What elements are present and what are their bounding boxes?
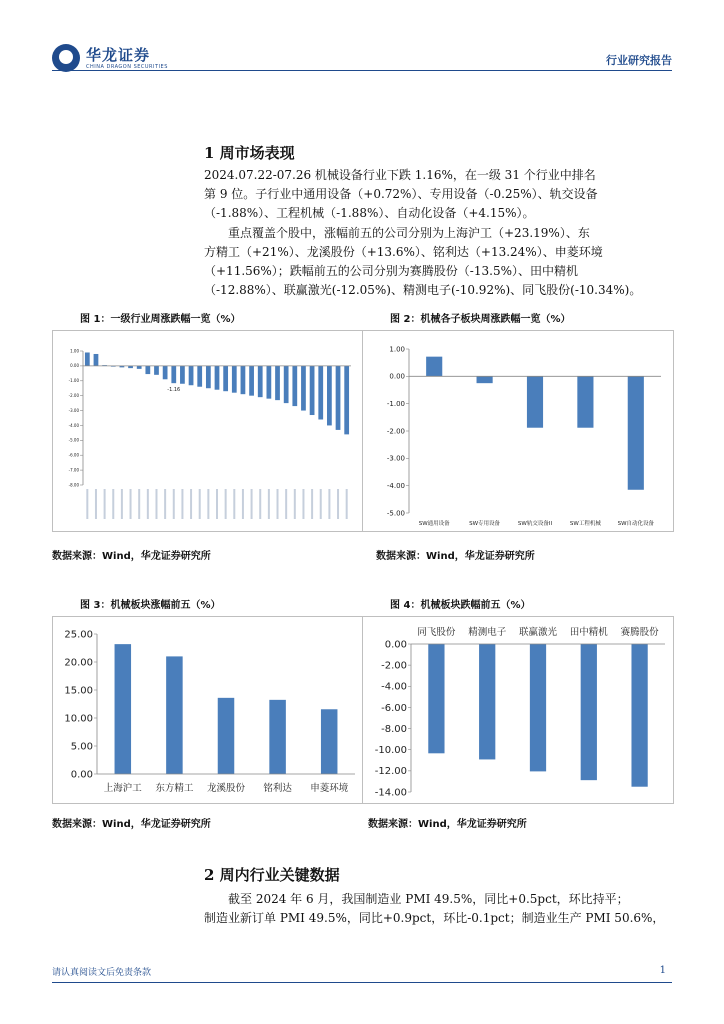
bar (206, 366, 211, 388)
section-title-2: 2 周内行业关键数据 (204, 866, 340, 884)
bar (628, 376, 644, 489)
bar (154, 366, 159, 375)
category-label-placeholder (112, 489, 114, 519)
logo-subtext: CHINA DRAGON SECURITIES (86, 64, 168, 70)
logo-text: 华龙证券 (86, 46, 151, 64)
data-label: -1.16 (167, 387, 181, 394)
bar (336, 366, 341, 430)
y-tick-label: -5.00 (68, 437, 79, 443)
category-label: 精测电子 (468, 627, 507, 638)
category-label-placeholder (259, 489, 261, 519)
y-tick-label: 1.00 (70, 348, 79, 354)
bar (197, 366, 202, 387)
bar (241, 366, 246, 394)
section2-line-2: 制造业新订单 PMI 49.5%，同比+0.9pct，环比-0.1pct；制造业生产 PMI 50.6%， (204, 911, 665, 925)
bar (269, 700, 286, 774)
bar (275, 366, 280, 400)
category-label: 同飞股份 (417, 627, 456, 638)
figure-1-title: 图 1：一级行业周涨跌幅一览（%） (80, 314, 241, 325)
bar (258, 366, 263, 397)
category-label-placeholder (86, 489, 88, 519)
y-tick-label: -2.00 (386, 427, 405, 436)
section-title-1: 1 周市场表现 (204, 144, 295, 162)
bar (163, 366, 168, 379)
category-label-placeholder (268, 489, 270, 519)
category-label-placeholder (173, 489, 175, 519)
category-label-placeholder (199, 489, 201, 519)
y-tick-label: 10.00 (64, 713, 93, 725)
y-tick-label: -12.00 (374, 766, 407, 778)
category-label: SW工程机械 (569, 521, 601, 527)
bar (94, 354, 99, 366)
y-tick-label: -2.00 (68, 393, 79, 398)
bar (115, 644, 132, 774)
report-type: 行业研究报告 (606, 54, 672, 67)
bar (166, 656, 183, 774)
category-label-placeholder (121, 489, 123, 519)
bar (266, 366, 271, 399)
bar (327, 366, 332, 426)
bar (284, 366, 289, 403)
bar (218, 698, 235, 774)
y-tick-label: 1.00 (389, 345, 405, 354)
category-label: 田中精机 (569, 627, 608, 638)
bar (477, 376, 493, 383)
bar (631, 644, 647, 787)
category-label-placeholder (147, 489, 149, 519)
section1-paragraph-1 (204, 166, 684, 223)
section1-paragraph-2 (204, 224, 684, 300)
bar (577, 376, 593, 427)
category-label-placeholder (95, 489, 97, 519)
category-label-placeholder (294, 489, 296, 519)
category-label-placeholder (337, 489, 339, 519)
page-number: 1 (659, 965, 666, 976)
bar (426, 357, 442, 377)
category-label-placeholder (328, 489, 330, 519)
figure-3-chart (52, 616, 364, 804)
bar (301, 366, 306, 411)
figure-4-chart (362, 616, 674, 804)
y-tick-label: -5.00 (386, 509, 405, 518)
para2-line-1: 重点覆盖个股中，涨幅前五的公司分别为上海沪工（+23.19%）、东 (228, 226, 590, 240)
y-tick-label: 0.00 (384, 639, 407, 651)
section2-line-1: 截至 2024 年 6 月，我国制造业 PMI 49.5%，同比+0.5pct，环比持平； (228, 892, 629, 906)
bar (137, 366, 142, 369)
bar (581, 644, 597, 780)
y-tick-label: -3.00 (386, 454, 405, 463)
bar (180, 366, 185, 384)
top-gainers-bar-chart (53, 617, 363, 803)
category-label: SW通用设备 (418, 521, 450, 527)
footer-divider (52, 982, 672, 983)
category-label-placeholder (216, 489, 218, 519)
section2-paragraph (204, 890, 684, 928)
bar (215, 366, 220, 390)
bar (321, 709, 338, 774)
y-tick-label: -1.00 (386, 400, 405, 408)
bar (85, 352, 90, 365)
category-label-placeholder (155, 489, 157, 519)
bar (479, 644, 495, 759)
category-label: 赛腾股份 (620, 627, 659, 638)
figure-1-source: 数据来源：Wind，华龙证券研究所 (52, 551, 211, 562)
y-tick-label: -1.00 (68, 378, 79, 384)
category-label: 东方精工 (155, 783, 194, 794)
figure-4-source: 数据来源：Wind，华龙证券研究所 (368, 819, 527, 830)
y-tick-label: -4.00 (68, 422, 79, 428)
category-label-placeholder (164, 489, 166, 519)
bar (189, 366, 194, 385)
y-tick-label: -2.00 (381, 660, 407, 672)
y-tick-label: -7.00 (68, 467, 79, 473)
para1-line-1: 2024.07.22-07.26 机械设备行业下跌 1.16%，在一级 31 个行业中排名 (204, 168, 596, 182)
category-label: 上海沪工 (103, 783, 142, 794)
header-divider (52, 70, 672, 71)
para1-line-3: （-1.88%）、工程机械（-1.88%）、自动化设备（+4.15%）。 (204, 206, 535, 220)
para2-line-2: 方精工（+21%）、龙溪股份（+13.6%）、铭利达（+13.24%）、申菱环境 (204, 245, 603, 259)
y-tick-label: -4.00 (381, 681, 407, 693)
category-label: 联赢激光 (518, 627, 558, 638)
bar (428, 644, 444, 753)
y-tick-label: 20.00 (64, 657, 93, 669)
y-tick-label: -10.00 (374, 745, 407, 757)
category-label: 铭利达 (263, 783, 292, 794)
category-label: 申菱环境 (310, 783, 349, 794)
top-losers-bar-chart (363, 617, 673, 803)
disclaimer-note: 请认真阅读文后免责条款 (52, 968, 152, 978)
category-label-placeholder (207, 489, 209, 519)
y-tick-label: 0.00 (70, 363, 79, 369)
y-tick-label: -6.00 (68, 452, 79, 458)
para2-line-3: （+11.56%）；跌幅前五的公司分别为赛腾股份（-13.5%）、田中精机 (204, 264, 578, 278)
category-label-placeholder (277, 489, 279, 519)
category-label: SW轨交设备II (517, 521, 553, 527)
bar (145, 366, 150, 374)
bar (232, 366, 237, 393)
category-label-placeholder (285, 489, 287, 519)
category-label: SW自动化设备 (617, 521, 655, 527)
figure-3-title: 图 3：机械板块涨幅前五（%） (80, 600, 221, 611)
figure-2-title: 图 2：机械各子板块周涨跌幅一览（%） (390, 314, 571, 325)
y-tick-label: 5.00 (70, 741, 93, 753)
category-label-placeholder (242, 489, 244, 519)
category-label: SW专用设备 (469, 521, 501, 527)
y-tick-label: -6.00 (381, 702, 407, 714)
y-tick-label: 0.00 (389, 372, 405, 381)
bar (292, 366, 297, 406)
figure-3-source: 数据来源：Wind，华龙证券研究所 (52, 819, 211, 830)
y-tick-label: 15.00 (64, 685, 93, 697)
category-label-placeholder (130, 489, 132, 519)
figure-2-chart (362, 330, 674, 532)
para1-line-2: 第 9 位。子行业中通用设备（+0.72%）、专用设备（-0.25%）、轨交设备 (204, 187, 598, 201)
bar (171, 366, 176, 383)
bar (530, 644, 546, 771)
bar (310, 366, 315, 415)
bar (344, 366, 349, 434)
category-label-placeholder (251, 489, 253, 519)
y-tick-label: 25.00 (64, 629, 93, 641)
bar (249, 366, 254, 396)
category-label-placeholder (302, 489, 304, 519)
category-label-placeholder (181, 489, 183, 519)
para2-line-4: （-12.88%）、联赢激光(-12.05%)、精测电子(-10.92%)、同飞股份(-10.34%)。 (204, 283, 642, 297)
logo-icon (52, 44, 80, 72)
bar (223, 366, 228, 391)
category-label: 龙溪股份 (206, 783, 246, 794)
y-tick-label: -3.00 (68, 407, 79, 413)
figure-2-source: 数据来源：Wind，华龙证券研究所 (376, 551, 535, 562)
figure-4-title: 图 4：机械板块跌幅前五（%） (390, 600, 531, 611)
industry-change-bar-chart (53, 331, 363, 531)
y-tick-label: -4.00 (386, 482, 405, 490)
sub-sector-bar-chart (363, 331, 673, 531)
figure-1-chart (52, 330, 364, 532)
category-label-placeholder (320, 489, 322, 519)
category-label-placeholder (311, 489, 313, 519)
y-tick-label: 0.00 (70, 769, 93, 781)
y-tick-label: -8.00 (381, 723, 407, 735)
category-label-placeholder (138, 489, 140, 519)
category-label-placeholder (104, 489, 106, 519)
category-label-placeholder (233, 489, 235, 519)
y-tick-label: -14.00 (374, 787, 407, 799)
category-label-placeholder (346, 489, 348, 519)
bar (318, 366, 323, 420)
y-tick-label: -8.00 (68, 482, 79, 488)
category-label-placeholder (225, 489, 227, 519)
bar (527, 376, 543, 427)
category-label-placeholder (190, 489, 192, 519)
